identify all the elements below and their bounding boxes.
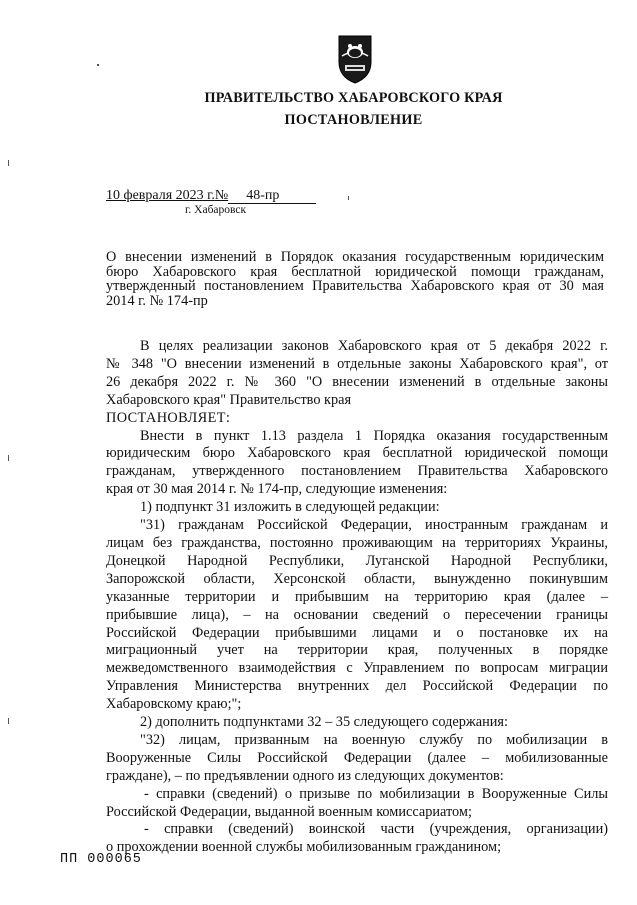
body-line: Внести в пункт 1.13 раздела 1 Порядка оказания государственным <box>140 427 608 444</box>
body-line: межведомственного взаимодействия с Управлением по вопросам миграции <box>106 660 608 677</box>
document-city: г. Хабаровск <box>185 204 247 216</box>
body-line: Донецкой Народной Республики, Луганской Народной Республики, <box>106 552 608 569</box>
page-code: ПП 000065 <box>60 852 142 867</box>
document-subject <box>106 250 604 308</box>
margin-mark <box>8 455 9 461</box>
body-line: Управления Министерства внутренних дел Российской Федерации по <box>106 678 608 695</box>
body-line: о прохождении военной службы мобилизованным гражданином; <box>106 839 502 856</box>
body-line: Вооруженные Силы Российской Федерации (далее – мобилизованные <box>106 749 608 766</box>
margin-mark <box>348 196 349 200</box>
body-line: 26 декабря 2022 г. № 360 "О внесении изменений в отдельные законы <box>106 373 608 390</box>
body-line: Хабаровского края" Правительство края <box>106 391 352 408</box>
body-line: граждане), – по предъявлении одного из следующих документов: <box>106 767 504 784</box>
body-line: лицам без гражданства, постоянно проживающим на территориях Украины, <box>106 534 608 551</box>
khabarovsk-emblem-icon <box>333 32 377 84</box>
body-line: Российской Федерации, выданной военным комиссариатом; <box>106 803 472 820</box>
document-number: 48-пр <box>228 189 316 204</box>
body-line: прибывшие лица), – на основании сведений о пересечении границы <box>106 606 608 623</box>
body-line: Российской Федерации прибывшими лицами и о постановке их на <box>106 624 608 641</box>
body-line: № 348 "О внесении изменений в отдельные законы Хабаровского края", от <box>106 355 608 372</box>
body-line: 2) дополнить подпунктами 32 – 35 следующего содержания: <box>140 714 508 731</box>
government-title: ПРАВИТЕЛЬСТВО ХАБАРОВСКОГО КРАЯ <box>204 90 503 106</box>
margin-mark <box>8 160 9 166</box>
subject-line: О внесении изменений в Порядок оказания государственным юридическим <box>106 249 604 265</box>
document-body <box>106 338 608 857</box>
body-line: указанные территории и прибывшим на территорию края (далее – <box>106 588 608 605</box>
body-line: Хабаровскому краю;"; <box>106 696 242 713</box>
subject-line: утвержденный постановлением Правительства Хабаровского края от 30 мая <box>106 278 604 294</box>
number-prefix: № <box>214 188 229 203</box>
body-line: края от 30 мая 2014 г. № 174-пр, следующие изменения: <box>106 481 448 498</box>
body-line: "31) гражданам Российской Федерации, иностранным гражданам и <box>140 517 608 534</box>
subject-line: 2014 г. № 174-пр <box>106 292 208 309</box>
body-line: миграционный учет на территории края, полученных в порядке <box>106 642 608 659</box>
body-line: "32) лицам, призванным на военную службу по мобилизации в <box>140 731 608 748</box>
document-date: 10 февраля 2023 г. <box>106 188 215 203</box>
body-line: В целях реализации законов Хабаровского края от 5 декабря 2022 г. <box>140 338 608 354</box>
date-number-line <box>106 188 316 204</box>
body-line: Запорожской области, Херсонской области, вынужденно покинувшим <box>106 570 608 587</box>
body-line: - справки (сведений) о призыве по мобилизации в Вооруженные Силы <box>144 785 608 802</box>
margin-mark <box>97 64 99 66</box>
body-line: гражданам, утвержденного постановлением Правительства Хабаровского <box>106 463 608 480</box>
body-line: - справки (сведений) воинской части (учреждения, организации) <box>144 821 608 838</box>
subject-line: бюро Хабаровского края бесплатной юридической помощи гражданам, <box>106 263 604 280</box>
decree-word: ПОСТАНОВЛЯЕТ: <box>106 409 231 426</box>
margin-mark <box>8 718 9 724</box>
document-type: ПОСТАНОВЛЕНИЕ <box>284 112 423 128</box>
body-line: юридическим бюро Хабаровского края бесплатной юридической помощи <box>106 445 608 462</box>
body-line: 1) подпункт 31 изложить в следующей редакции: <box>140 499 440 516</box>
